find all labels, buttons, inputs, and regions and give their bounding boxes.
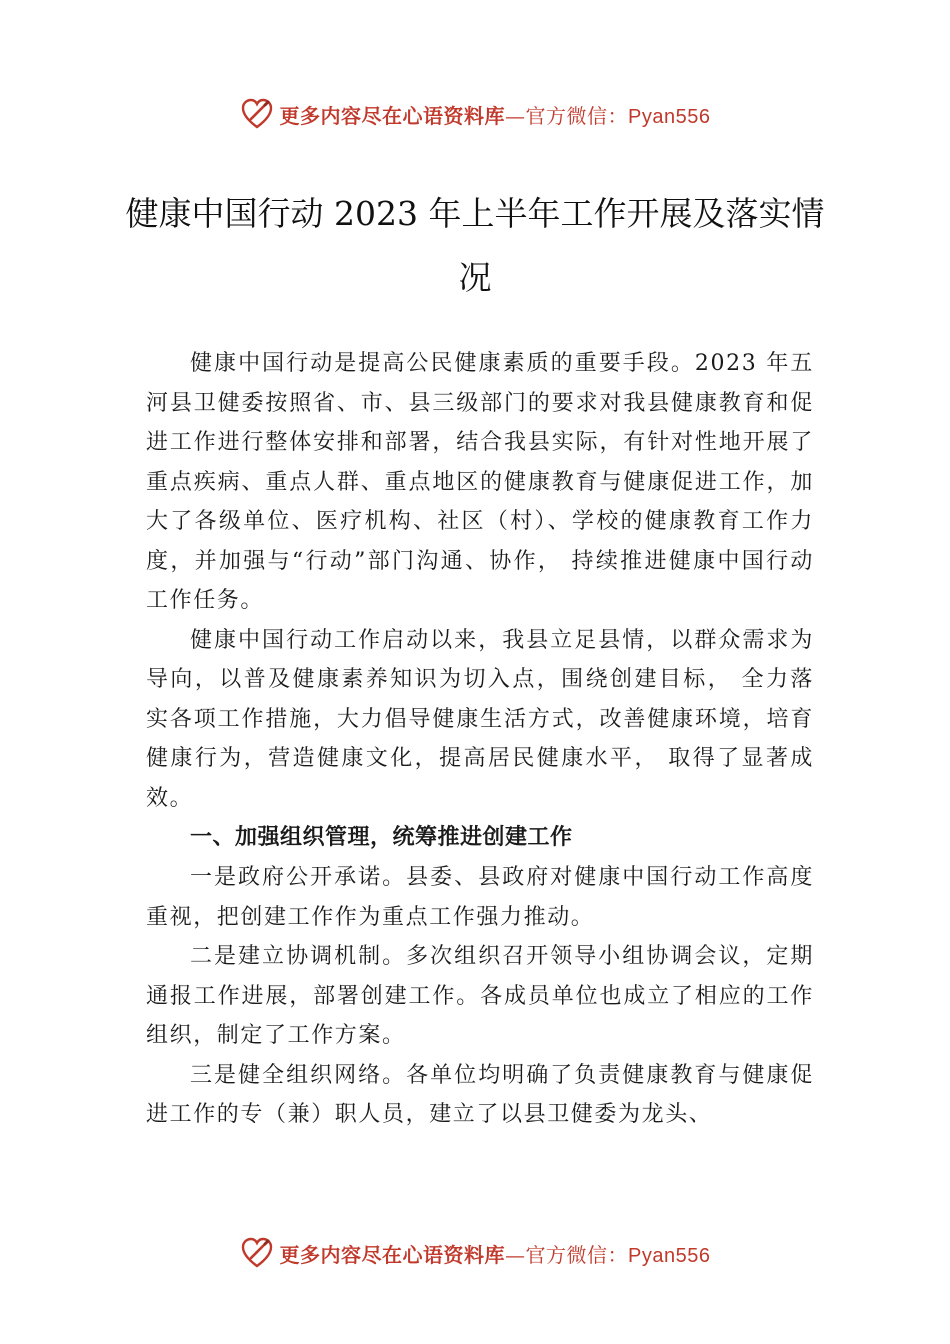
watermark-banner-bottom	[0, 1233, 950, 1273]
body-paragraph: 三是健全组织网络。各单位均明确了负责健康教育与健康促进工作的专（兼）职人员，建立了以县卫健委为龙头、	[146, 1062, 814, 1127]
heart-pen-logo-icon	[240, 1236, 274, 1270]
body-paragraph: 二是建立协调机制。多次组织召开领导小组协调会议，定期通报工作进展，部署创建工作。各成员单位也成立了相应的工作组织，制定了工作方案。	[146, 944, 814, 1048]
heart-pen-logo-icon	[240, 97, 274, 131]
watermark-text: 更多内容尽在心语资料库—官方微信：Pyan556	[279, 103, 711, 128]
body-paragraph: 健康中国行动是提高公民健康素质的重要手段。2023 年五河县卫健委按照省、市、县三级部门的要求对我县健康教育和促进工作进行整体安排和部署，结合我县实际，有针对性地开展了重点疾病、重点人群、重点地区的健康教育与健康促进工作，加大了各级单位、医疗机构、社区（村）、学校的健康教育工作力度，并加强与“行动”部门沟通、协作， 持续推进健康中国行动工作任务。	[146, 351, 814, 613]
body-paragraph: 一是政府公开承诺。县委、县政府对健康中国行动工作高度重视，把创建工作作为重点工作强力推动。	[146, 865, 814, 930]
body-paragraph: 健康中国行动工作启动以来，我县立足县情，以群众需求为导向，以普及健康素养知识为切入点，围绕创建目标， 全力落实各项工作措施，大力倡导健康生活方式，改善健康环境，培育健康行为，营造健康文化，提高居民健康水平， 取得了显著成效。	[146, 627, 814, 811]
section-heading: 一、加强组织管理，统筹推进创建工作	[190, 825, 573, 850]
watermark-banner-top	[0, 94, 950, 134]
document-body	[146, 344, 814, 1135]
watermark-text: 更多内容尽在心语资料库—官方微信：Pyan556	[279, 1242, 711, 1267]
document-title: 健康中国行动 2023 年上半年工作开展及落实情况	[125, 194, 825, 297]
